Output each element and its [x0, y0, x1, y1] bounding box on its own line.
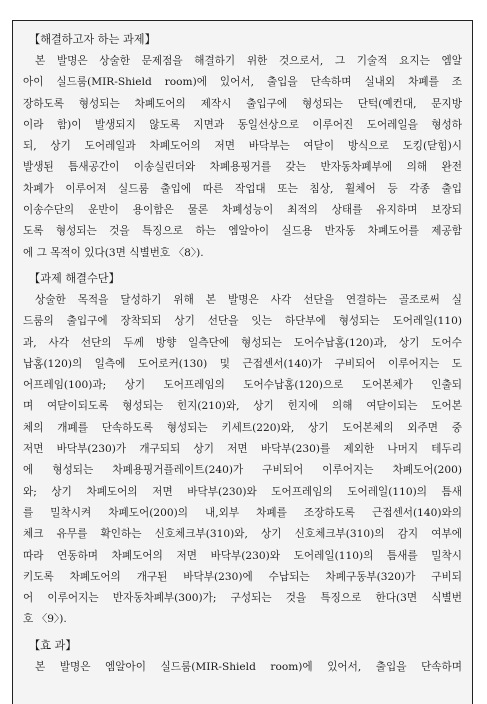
text-line: 어 이루어지는 반자동차폐부(300)가; 구성되는 것을 특징으로 한다(3면 식별번 — [23, 592, 462, 605]
text-line: 저면 바닥부(230)가 개구되되 상기 저면 바닥부(230)를 제외한 나머지 테두리 — [23, 443, 462, 456]
text-line: 를 밀착시켜 차폐도어(200)의 내,외부 차폐를 조장하도록 근접센서(140)와의 — [23, 506, 462, 519]
paragraph-problem — [23, 51, 464, 264]
text-line: 본 발명은 엠알아이 실드룸(MIR-Shield room)에 있어서, 출입을 단속하며 — [35, 660, 462, 673]
text-line: 과, 사각 선단의 두께 방향 일측단에 형성되는 도어수납홈(120)과, 상기 도어수 — [23, 336, 462, 349]
text-line: 되, 상기 도어레일과 차폐도어의 저면 바닥부는 여닫이 방식으로 도킹(닫힘)시 — [23, 140, 462, 153]
text-line: 체의 개폐를 단속하도록 형성되는 키세트(220)와, 상기 도어본체의 외주면 중 — [23, 421, 462, 434]
text-line: 드룸의 출입구에 장착되되 상기 선단을 잇는 하단부에 형성되는 도어레일(110) — [23, 315, 462, 328]
text-line: 장하도록 형성되는 차폐도어의 제작시 출입구에 형성되는 단턱(예컨대, 문지방 — [23, 97, 462, 110]
text-line: 아이 실드룸(MIR-Shield room)에 있어서, 출입을 단속하며 실내외 차폐를 조 — [23, 76, 462, 89]
text-line: 체크 유무를 확인하는 신호체크부(310)와, 상기 신호체크부(310)의 감지 여부에 — [23, 528, 462, 541]
section-heading-effect: 【효 과】 — [29, 638, 77, 652]
paragraph-solution — [23, 290, 464, 631]
section-heading-solution: 【과제 해결수단】 — [29, 271, 120, 285]
text-line: 따라 연동하며 차폐도어의 저면 바닥부(230)와 도어레일(110)의 틈새를 밀착시 — [23, 549, 462, 562]
text-line: 어프레임(100)과; 상기 도어프레임의 도어수납홈(120)으로 도어본체가 인출되 — [23, 379, 462, 392]
text-line: 상술한 목적을 달성하기 위해 본 발명은 사각 선단을 연결하는 골조로써 실 — [35, 293, 462, 306]
text-line: 이라 함)이 발생되지 않도록 지면과 동일선상으로 이루어진 도어레일을 형성하 — [23, 118, 462, 131]
text-line: 에 형성되는 차폐용핑거플레이트(240)가 구비되어 이루어지는 차폐도어(200) — [23, 464, 462, 477]
text-line: 며 여닫이되도록 형성되는 힌지(210)와, 상기 힌지에 의해 여닫이되는 도어본 — [23, 400, 462, 413]
text-line: 호 〈9〉). — [23, 613, 67, 626]
text-line: 이송수단의 운반이 용이함은 물론 차폐성능이 최적의 상태를 유지하며 보장되 — [23, 204, 462, 217]
text-line: 키도록 차폐도어의 개구된 바닥부(230)에 수납되는 차폐구동부(320)가 구비되 — [23, 570, 462, 583]
text-line: 납홈(120)의 일측에 도어로커(130) 및 근접센서(140)가 구비되어 이루어지는 도 — [23, 357, 462, 370]
text-line: 차폐가 이루어져 실드룸 출입에 따른 작업대 또는 침상, 휠체어 등 각종 출입 — [23, 182, 462, 195]
section-heading-problem: 【해결하고자 하는 과제】 — [29, 33, 156, 46]
document-frame — [12, 20, 473, 704]
text-line: 본 발명은 상술한 문제점을 해결하기 위한 것으로서, 그 기술적 요지는 엠알 — [35, 55, 462, 67]
text-line: 와; 상기 차폐도어의 저면 바닥부(230)와 도어프레임의 도어레일(110)의 틈새 — [23, 485, 462, 498]
text-line: 에 그 목적이 있다(3면 식별번호 〈8〉). — [23, 246, 204, 259]
document-content — [23, 29, 464, 678]
text-line: 도록 형성되는 것을 특징으로 하는 엠알아이 실드용 반자동 차폐도어를 제공함 — [23, 225, 462, 238]
text-line: 발생된 틈새공간이 이송실린더와 차폐용핑거를 갖는 반자동차폐부에 의해 완전 — [23, 161, 462, 174]
paragraph-effect — [23, 657, 464, 678]
